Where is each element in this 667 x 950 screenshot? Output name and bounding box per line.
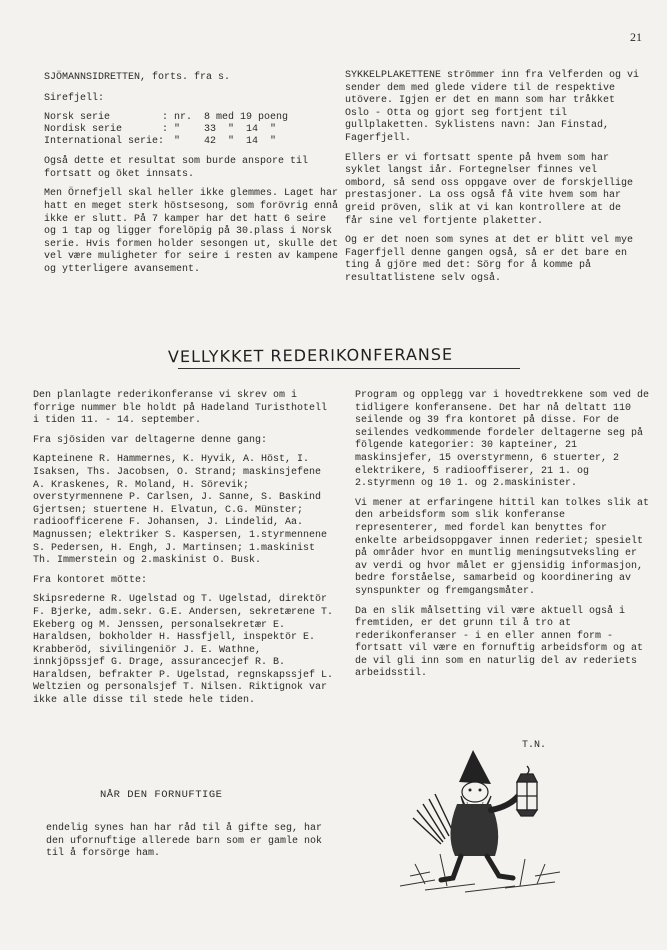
- page-number: 21: [630, 30, 642, 44]
- stat-label: International serie:: [44, 136, 165, 148]
- paragraph: SYKKELPLAKETTENE strömmer inn fra Velferden og vi sender dem med glede videre til de respektive utövere. Igjen er det en mann som har tråkket Oslo - Otta og gjort seg fortjent til gullplaketten. Syklistens navn: Jan Finstad, Fagerfjell.: [345, 70, 640, 144]
- sirefjell-stats-table: [44, 112, 288, 148]
- joke-text: endelig synes han har råd til å gifte seg, har den ufornuftige allerede barn som er gamle nok til å forsörge ham.: [46, 823, 323, 859]
- title-underline: [178, 368, 520, 369]
- paragraph: Og er det noen som synes at det er blitt vel mye Fagerfjell denne gangen også, så er det bare en ting å gjöre med det: Sörg for å komme på resultatlistene selv også.: [345, 235, 634, 284]
- article-title: VELLYKKET REDERIKONFERANSE: [167, 344, 454, 367]
- table-row: [44, 112, 288, 124]
- paragraph: Fra sjösiden var deltagerne denne gang:: [33, 434, 268, 446]
- paragraph: Vi mener at erfaringene hittil kan tolkes slik at den arbeidsform som slik konferanse representerer, med fordel kan benyttes for enkelte arbeidsoppgaver innen rederiet; spesielt på områder hvor en muntlig meningsutveksling er av verdi og hvor målet er gjensidig informasjon, bedre forståelse, samarbeid og koordinering av synspunkter og fremgangsmåter.: [355, 497, 650, 597]
- signature: T.N.: [522, 740, 547, 751]
- table-row: [44, 124, 288, 136]
- stat-value: " 42 " 14 ": [174, 136, 277, 148]
- joke-heading: NÅR DEN FORNUFTIGE: [100, 789, 223, 801]
- paragraph: Program og opplegg var i hovedtrekkene som ved de tidligere konferansene. Det har nå deltatt 110 seilende og 39 fra kontoret på disse. For de seilendes vedkommende fordeler deltagerne seg på fölgende kategorier: 30 kapteiner, 21 maskinsjefer, 15 overstyrmenn, 6 stuerter, 2 elektrikere, 5 radiooffiserer, 21 1. og 2.styrmenn og 10 1. og 2.maskinister.: [355, 390, 650, 490]
- conference-column-right: [355, 390, 655, 688]
- sirefjell-subheading: Sirefjell:: [44, 92, 105, 104]
- sports-heading: SJÖMANNSIDRETTEN, forts. fra s.: [44, 72, 231, 83]
- stat-label: Nordisk serie: [44, 124, 123, 136]
- stat-sep: :: [162, 112, 169, 124]
- table-row: [44, 136, 288, 148]
- bicycle-column: [345, 70, 645, 293]
- stat-label: Norsk serie: [44, 112, 111, 124]
- conference-column-left: [33, 390, 338, 715]
- paragraph: Men Örnefjell skal heller ikke glemmes. Laget har hatt en meget sterk höstsesong, som forövrig ennå ikke er slutt. På 7 kamper har det hatt 6 seire og 1 tap og ligger forelöpig på 30.plass i Norsk serie. Hvis formen holder sesongen ut, skulle det vel være muligheter for seire i resten av kampene og ytterligere avansement.: [44, 188, 339, 275]
- paragraph: Ellers er vi fortsatt spente på hvem som har syklet langst iår. Fortegnelser finnes vel ombord, så send oss oppgave over de forskjellige prestasjoner. La oss også få vite hvem som har greid pröven, slik at vi kan kontrollere at de får sine vel fortjente plaketter.: [345, 152, 634, 227]
- paragraph: Fra kontoret mötte:: [33, 574, 148, 586]
- gnome-with-lantern-icon: [395, 744, 565, 896]
- stat-sep: :: [162, 124, 169, 136]
- paragraph: Da en slik målsetting vil være aktuell også i fremtiden, er det grunn til å tro at rederikonferanser - i en eller annen form - fortsatt vil være en fornuftig arbeidsform og at de vil gli inn som en naturlig del av rederiets arbeidsstil.: [355, 605, 644, 680]
- paragraph: Kapteinene R. Hammernes, K. Hyvik, A. Höst, I. Isaksen, Ths. Jacobsen, O. Strand; maskinsjefene A. Kraskenes, R. Moland, H. Sörevik; overstyrmennene P. Carlsen, J. Sanne, S. Baskind Gjertsen; stuertene H. Elvatun, C.G. Münster; radioofficerene F. Johansen, J. Lindelid, Aa. Magnussen; elektriker S. Kaspersen, 1.styrmennene S. Pedersen, H. Engh, J. Martinsen; 1.maskinist Th. Immerstein og 2.maskinist O. Busk.: [33, 454, 328, 567]
- stat-value: " 33 " 14 ": [174, 124, 277, 136]
- paragraph: Også dette et resultat som burde anspore til fortsatt og öket innsats.: [44, 156, 309, 180]
- sports-column: [44, 72, 344, 284]
- paragraph: Skipsrederne R. Ugelstad og T. Ugelstad, direktör F. Bjerke, adm.sekr. G.E. Andersen, sekretærene T. Ekeberg og M. Jenssen, personalsekretær E. Haraldsen, bokholder H. Hassfjell, inspektör E. Krabberöd, sivilingeniör J. E. Wathne, innkjöpssjef G. Drage, assuranceсjef R. B. Haraldsen, befrakter P. Ugelstad, regnskapssjef L. Weltzien og personalsjef T. Nilsen. Riktignok var ikke alle disse til stede hele tiden.: [33, 594, 334, 707]
- stat-value: nr. 8 med 19 poeng: [174, 112, 289, 124]
- paragraph: Den planlagte rederikonferanse vi skrev om i forrige nummer ble holdt på Hadeland Turisthotell i tiden 11. - 14. september.: [33, 390, 328, 427]
